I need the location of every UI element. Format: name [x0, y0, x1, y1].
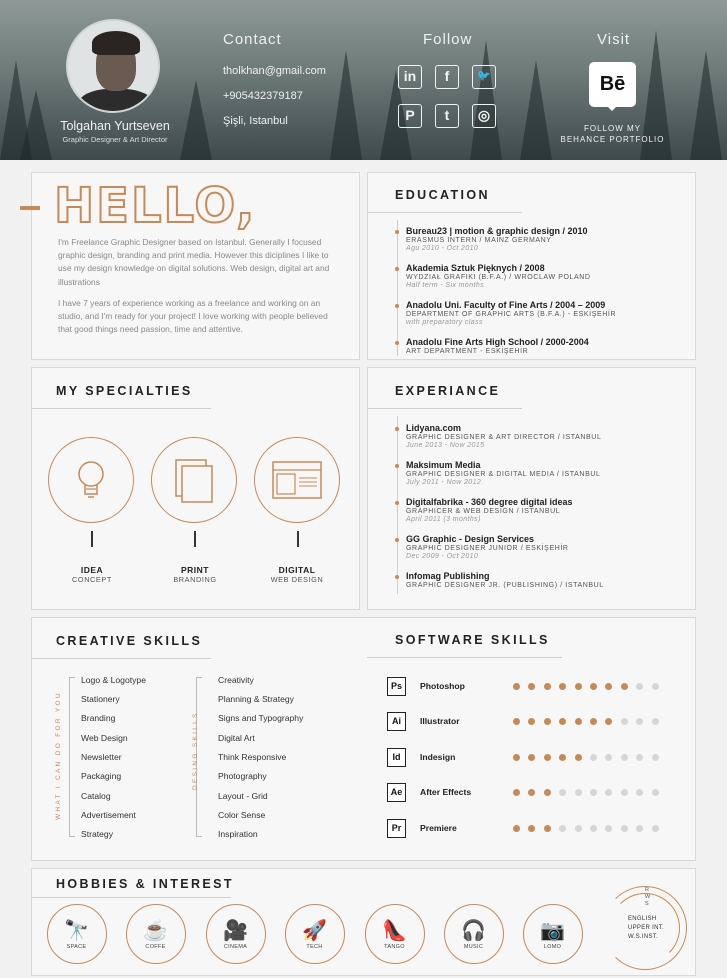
software-divider — [367, 657, 562, 658]
rating-dot — [652, 754, 659, 761]
hobby-label: LOMO — [543, 944, 562, 950]
rating-dot — [652, 789, 659, 796]
after-effects-icon: Ae — [387, 783, 406, 802]
hobby-tech — [285, 904, 345, 964]
experience-item: Lidyana.com GRAPHIC DESIGNER & ART DIRECTOR / ISTANBUL June 2013 - Now 2015 — [406, 423, 706, 449]
pinterest-icon[interactable]: P — [398, 104, 422, 128]
skill-item: Photography — [218, 771, 267, 781]
hobby-label: MUSIC — [463, 944, 484, 950]
avatar — [66, 19, 160, 113]
rating-dot — [575, 825, 582, 832]
specialties-divider — [31, 408, 211, 409]
rating-dot — [575, 754, 582, 761]
telescope-icon: 🔭 — [64, 920, 89, 942]
education-item: Bureau23 | motion & graphic design / 2010 ERASMUS INTERN / MAINZ GERMANY Agu 2010 - Oct 2010 — [406, 226, 706, 252]
print-pages-icon — [152, 438, 238, 524]
specialty-print-label: PRINT — [181, 565, 209, 575]
skill-item: Planning & Strategy — [218, 694, 294, 704]
software-name: Photoshop — [420, 681, 465, 691]
education-item: Anadolu Fine Arts High School / 2000-2004 ART DEPARTMENT - ESKİŞEHİR — [406, 337, 706, 355]
location-text: Şişli, Istanbul — [223, 115, 288, 127]
behance-logo-tail — [606, 105, 618, 111]
email-link[interactable]: tholkhan@gmail.com — [223, 65, 326, 77]
facebook-icon[interactable]: f — [435, 65, 459, 89]
follow-title: Follow — [423, 31, 473, 48]
software-name: Premiere — [420, 823, 457, 833]
rating-dot — [544, 825, 551, 832]
rating-dot — [590, 754, 597, 761]
lightbulb-icon — [49, 438, 135, 524]
creative-left-bracket — [69, 677, 75, 837]
rating-dot — [590, 789, 597, 796]
hobby-cinema — [206, 904, 266, 964]
software-skills-title: SOFTWARE SKILLS — [395, 633, 550, 647]
rating-dot — [513, 825, 520, 832]
phone-number[interactable]: +905432379187 — [223, 90, 303, 102]
idea-stem — [91, 531, 93, 547]
digital-stem — [297, 531, 299, 547]
skill-item: Logo & Logotype — [81, 675, 146, 685]
film-camera-icon: 🎥 — [223, 920, 248, 942]
rating-dot — [621, 825, 628, 832]
creative-right-caption: DESING SKILLS — [192, 711, 199, 790]
about-paragraph-2: I have 7 years of experience working as a freelance and working on an studio, and I'm ready for your project! I love working with people believed that good things need passion, time and attentive. — [58, 298, 328, 335]
experience-divider — [367, 408, 522, 409]
camera-icon: 📷 — [540, 920, 565, 942]
skills-panel — [31, 617, 696, 861]
behance-line-2[interactable]: BEHANCE PORTFOLIO — [560, 135, 665, 144]
hobbies-title: HOBBIES & INTEREST — [56, 877, 234, 891]
rating-dot — [544, 789, 551, 796]
hobbies-divider — [31, 897, 231, 898]
skill-item: Catalog — [81, 791, 111, 801]
language-s: S — [645, 901, 649, 907]
hobby-music — [444, 904, 504, 964]
header-banner — [0, 0, 727, 160]
hobby-label: COFFE — [145, 944, 166, 950]
linkedin-icon[interactable]: in — [398, 65, 422, 89]
skill-item: Newsletter — [81, 752, 122, 762]
hello-dash — [20, 206, 40, 210]
language-level-1: UPPER INT. — [628, 925, 665, 931]
skill-item: Creativity — [218, 675, 254, 685]
twitter-icon[interactable]: 🐦 — [472, 65, 496, 89]
experience-item: Infomag Publishing GRAPHIC DESIGNER JR. (PUBLISHING) / ISTANBUL — [406, 571, 706, 589]
hobby-label: TECH — [306, 944, 323, 950]
rating-dot — [652, 825, 659, 832]
hobby-space — [47, 904, 107, 964]
skill-item: Stationery — [81, 694, 120, 704]
hobby-lomo — [523, 904, 583, 964]
illustrator-icon: Ai — [387, 712, 406, 731]
software-name: After Effects — [420, 787, 472, 797]
rating-dot — [590, 825, 597, 832]
rating-dot — [513, 683, 520, 690]
rating-dot — [652, 683, 659, 690]
skill-item: Packaging — [81, 771, 122, 781]
idea-circle — [48, 437, 134, 523]
education-item: Anadolu Uni. Faculty of Fine Arts / 2004 – 2009 DEPARTMENT OF GRAPHIC ARTS (B.F.A.) - ESKİŞEHİR with preparatory class — [406, 300, 706, 326]
skill-item: Color Sense — [218, 810, 266, 820]
experience-item: Maksimum Media GRAPHIC DESIGNER & DIGITAL MEDIA / ISTANBUL July 2011 - Now 2012 — [406, 460, 706, 486]
skill-item: Web Design — [81, 733, 128, 743]
rating-dot — [652, 718, 659, 725]
visit-title: Visit — [597, 31, 631, 48]
instagram-icon[interactable]: ◎ — [472, 104, 496, 128]
premiere-icon: Pr — [387, 819, 406, 838]
experience-item: Digitalfabrika - 360 degree digital ideas GRAPHICER & WEB DESIGN / ISTANBUL April 2011 (3 months) — [406, 497, 706, 523]
skill-item: Inspiration — [218, 829, 258, 839]
browser-window-icon — [255, 438, 341, 524]
specialty-print-sub: BRANDING — [173, 575, 217, 584]
skill-item: Advertisement — [81, 810, 136, 820]
rocket-icon: 🚀 — [302, 920, 327, 942]
contact-title: Contact — [223, 31, 282, 48]
indesign-icon: Id — [387, 748, 406, 767]
education-divider — [367, 212, 522, 213]
skill-item: Branding — [81, 713, 116, 723]
rating-dot — [590, 683, 597, 690]
rating-dot — [513, 718, 520, 725]
rating-dot — [544, 754, 551, 761]
rating-dot — [513, 754, 520, 761]
rating-dot — [544, 718, 551, 725]
rating-dot — [621, 789, 628, 796]
experience-title: EXPERIANCE — [395, 384, 501, 398]
rating-dot — [621, 683, 628, 690]
hobby-label: CINEMA — [223, 944, 248, 950]
high-heel-icon: 👠 — [382, 920, 407, 942]
language-w: W — [645, 894, 651, 900]
rating-dot — [575, 789, 582, 796]
software-name: Illustrator — [420, 716, 460, 726]
language-level-2: W.S.INST. — [628, 934, 659, 940]
digital-circle — [254, 437, 340, 523]
behance-line-1[interactable]: FOLLOW MY — [583, 124, 641, 133]
hobby-label: TANGO — [384, 944, 405, 950]
education-timeline — [397, 220, 398, 356]
hobby-label: SPACE — [66, 944, 87, 950]
tumblr-icon[interactable]: t — [435, 104, 459, 128]
creative-left-caption: WHAT I CAN DO FOR YOU — [55, 691, 62, 820]
experience-timeline — [397, 416, 398, 594]
rating-dot — [513, 789, 520, 796]
experience-item: GG Graphic - Design Services GRAPHIC DESIGNER JUNIOR / ESKİŞEHİR Dec 2009 - Oct 2010 — [406, 534, 706, 560]
creative-skills-title: CREATIVE SKILLS — [56, 634, 203, 648]
rating-dot — [621, 718, 628, 725]
behance-logo-icon[interactable]: Bē — [589, 62, 636, 107]
creative-divider — [31, 658, 211, 659]
software-name: Indesign — [420, 752, 456, 762]
specialty-idea-sub: CONCEPT — [72, 575, 112, 584]
skill-item: Strategy — [81, 829, 114, 839]
specialty-digital-label: DIGITAL — [278, 565, 316, 575]
person-name: Tolgahan Yurtseven — [60, 119, 170, 133]
skill-item: Layout - Grid — [218, 791, 268, 801]
language-name: ENGLISH — [628, 916, 657, 922]
hello-heading: HELLO, — [54, 178, 257, 234]
specialty-digital-sub: WEB DESIGN — [270, 575, 324, 584]
photoshop-icon: Ps — [387, 677, 406, 696]
hobby-coffe — [126, 904, 186, 964]
specialty-idea-label: IDEA — [80, 565, 104, 575]
skill-item: Think Responsive — [218, 752, 287, 762]
skill-item: Signs and Typography — [218, 713, 304, 723]
education-title: EDUCATION — [395, 188, 490, 202]
print-stem — [194, 531, 196, 547]
rating-dot — [575, 718, 582, 725]
skill-item: Digital Art — [218, 733, 255, 743]
coffee-cup-icon: ☕ — [143, 920, 168, 942]
rating-dot — [621, 754, 628, 761]
education-item: Akademia Sztuk Pięknych / 2008 WYDZIAŁ GRAFIKI (B.F.A.) / WROCLAW POLAND Half term - Six months — [406, 263, 706, 289]
person-role: Graphic Designer & Art Director — [62, 135, 168, 144]
print-circle — [151, 437, 237, 523]
rating-dot — [575, 683, 582, 690]
headphones-icon: 🎧 — [461, 920, 486, 942]
language-r: R — [645, 887, 649, 893]
rating-dot — [544, 683, 551, 690]
about-paragraph-1: I'm Freelance Graphic Designer based on Istanbul. Generally I focused graphic design, branding and print media. However this diciplines I like to use my design knowledge on digital solutions. Web design, digital art and illustrations — [58, 237, 330, 287]
specialties-title: MY SPECIALTIES — [56, 384, 193, 398]
rating-dot — [590, 718, 597, 725]
hobby-tango — [365, 904, 425, 964]
